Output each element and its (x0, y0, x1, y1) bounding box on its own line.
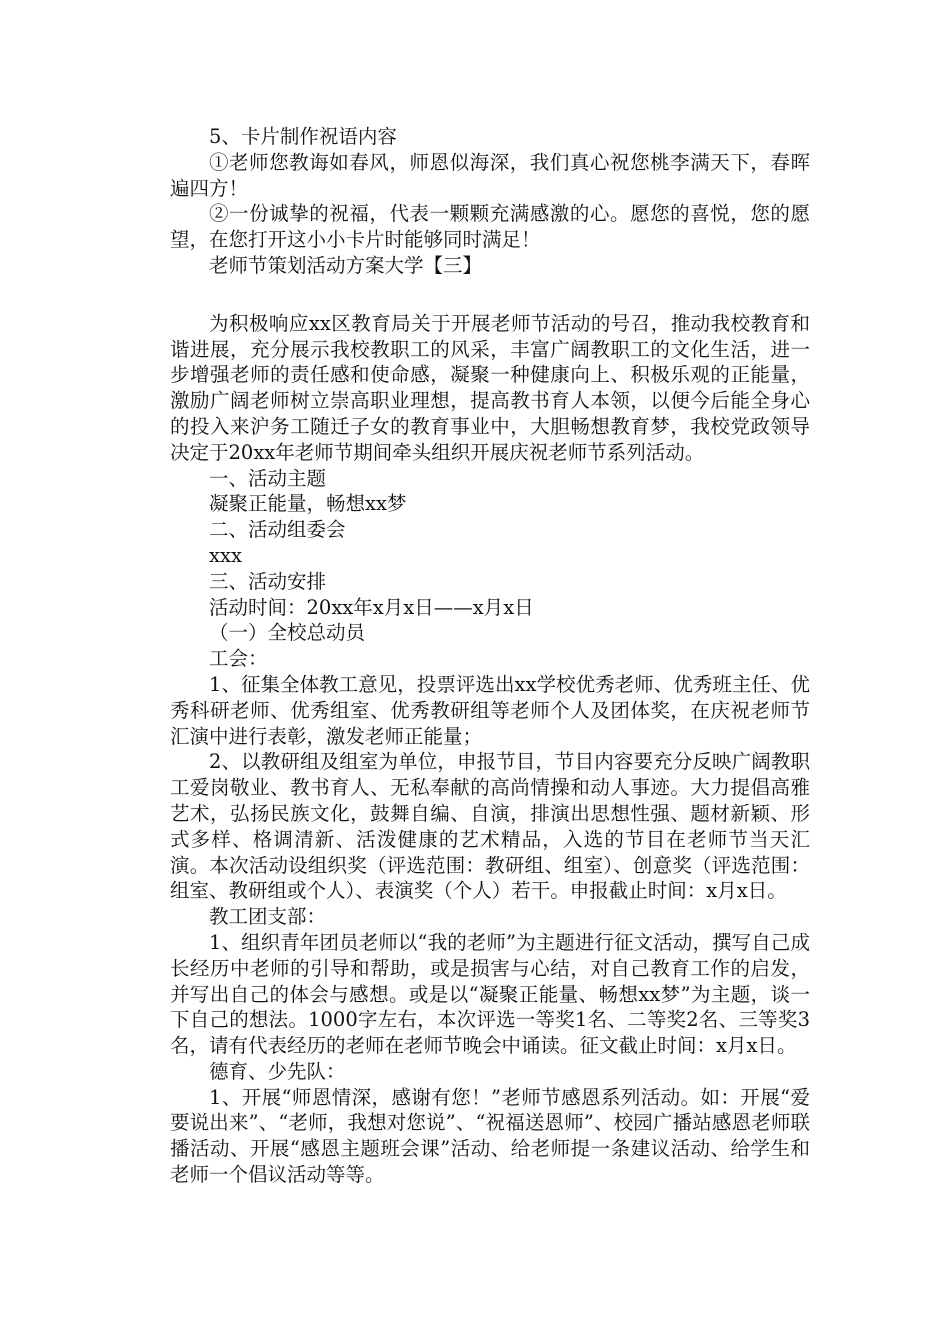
label-youth-league: 教工团支部： (209, 905, 327, 929)
card-message-1: ①老师您教诲如春风，师恩似海深，我们真心祝您桃李满天下，春晖遍四方！ (170, 150, 810, 200)
moral-education-item-1: 1、开展“师恩情深，感谢有您！”老师节感恩系列活动。如：开展“爱要说出来”、“老师，我想对您说”、“祝福送恩师”、校园广播站感恩老师联播活动、开展“感恩主题班会课”活动、给老师提一条建议活动、给学生和老师一个倡议活动等等。 (170, 1085, 810, 1187)
intro-paragraph: 为积极响应xx区教育局关于开展老师节活动的号召，推动我校教育和谐进展，充分展示我校教职工的风采，丰富广阔教职工的文化生活，进一步增强老师的责任感和使命感，凝聚一种健康向上、积极乐观的正能量，激励广阔老师树立崇高职业理想，提高教书育人本领，以便今后能全身心的投入来沪务工随迁子女的教育事业中，大胆畅想教育梦，我校党政领导决定于20xx年老师节期间牵头组织开展庆祝老师节系列活动。 (170, 311, 810, 464)
heading-committee: 二、活动组委会 (209, 518, 346, 542)
activity-time: 活动时间：20xx年x月x日——x月x日 (209, 595, 534, 619)
union-item-2: 2、以教研组及组室为单位，申报节目，节目内容要充分反映广阔教职工爱岗敬业、教书育人、无私奉献的高尚情操和动人事迹。大力提倡高雅艺术，弘扬民族文化，鼓舞自编、自演，排演出思想性强、题材新颖、形式多样、格调清新、活泼健康的艺术精品，入选的节目在老师节当天汇演。本次活动设组织奖（评选范围：教研组、组室）、创意奖（评选范围：组室、教研组或个人）、表演奖（个人）若干。申报截止时间：x月x日。 (170, 750, 810, 903)
heading-theme: 一、活动主题 (209, 466, 327, 490)
subheading-mobilization: （一）全校总动员 (209, 621, 366, 645)
card-message-heading: 5、卡片制作祝语内容 (209, 125, 397, 148)
label-moral-education: 德育、少先队： (209, 1059, 346, 1083)
document-page (170, 124, 810, 1188)
paragraph-gap (170, 279, 810, 311)
section-title: 老师节策划活动方案大学【三】 (209, 253, 483, 277)
label-union: 工会： (209, 647, 268, 671)
card-message-2: ②一份诚挚的祝福，代表一颗颗充满感激的心。愿您的喜悦，您的愿望，在您打开这小小卡片时能够同时满足！ (170, 202, 810, 252)
union-item-1: 1、征集全体教工意见，投票评选出xx学校优秀老师、优秀班主任、优秀科研老师、优秀组室、优秀教研组等老师个人及团体奖，在庆祝老师节汇演中进行表彰，激发老师正能量； (170, 672, 810, 748)
committee-text: xxx (209, 543, 242, 567)
heading-arrangement: 三、活动安排 (209, 569, 327, 593)
theme-text: 凝聚正能量，畅想xx梦 (209, 492, 407, 516)
youth-league-item-1: 1、组织青年团员老师以“我的老师”为主题进行征文活动，撰写自己成长经历中老师的引导和帮助，或是损害与心结，对自己教育工作的启发，并写出自己的体会与感想。或是以“凝聚正能量、畅想xx梦”为主题，谈一下自己的想法。1000字左右，本次评选一等奖1名、二等奖2名、三等奖3名，请有代表经历的老师在老师节晚会中诵读。征文截止时间：x月x日。 (170, 930, 810, 1058)
